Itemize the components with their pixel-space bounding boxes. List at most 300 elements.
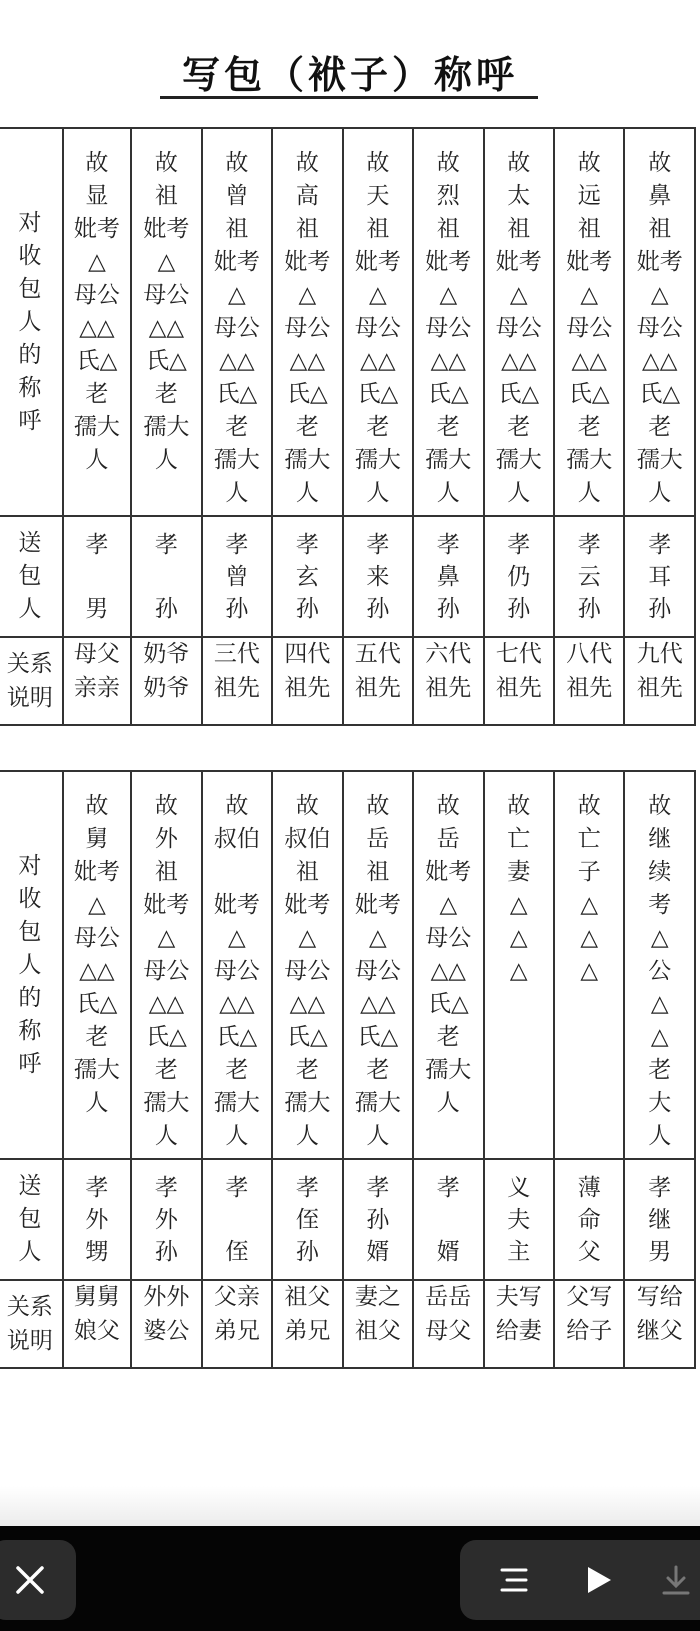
cell-line: 氏△ — [639, 381, 681, 407]
recipient-row — [0, 128, 695, 516]
cell-line: 母公 — [143, 282, 190, 308]
cell-line: 氏△ — [76, 348, 118, 374]
cell-line: 人 — [507, 480, 531, 506]
cell-line: 祖先 — [566, 675, 613, 701]
recipient-row — [0, 771, 695, 1159]
cell-line — [132, 561, 200, 593]
cell-line: 人 — [436, 480, 460, 506]
cell-line: 人 — [225, 480, 249, 506]
cell-line: △ — [298, 925, 317, 951]
cell-line: 人 — [225, 1123, 249, 1149]
cell-line: 孝 — [436, 532, 460, 558]
row-header — [0, 128, 63, 516]
cell-line: 老 — [436, 414, 460, 440]
cell-line: 氏△ — [287, 381, 328, 407]
cell-line: 母公 — [425, 925, 472, 951]
cell-line: 祖 — [507, 216, 531, 242]
relation-row — [0, 1280, 695, 1368]
cell-line: 子 — [577, 859, 601, 885]
cell-line: 故 — [154, 793, 178, 819]
cell-line: 孺大 — [566, 447, 613, 473]
cell-line: 主 — [507, 1239, 531, 1265]
cell-line: 继父 — [636, 1318, 683, 1344]
cell-recipient — [202, 128, 272, 516]
cell-line: 孺大 — [354, 1090, 401, 1116]
cell-line: 男 — [648, 1239, 672, 1265]
cell-line: 孝 — [366, 1175, 390, 1201]
cell-sender — [202, 516, 272, 637]
cell-line: 孺大 — [495, 447, 542, 473]
cell-line: 孙 — [507, 596, 531, 622]
cell-line: △△ — [430, 348, 466, 374]
cell-relation — [202, 1280, 272, 1368]
cell-line: 孙 — [295, 596, 319, 622]
cell-line — [203, 856, 271, 889]
cell-line: 娘父 — [73, 1318, 120, 1344]
cell-line: 故 — [648, 150, 672, 176]
cell-line: △ — [228, 925, 246, 951]
cell-line: 祖父 — [284, 1284, 331, 1310]
cell-line: 妣考 — [213, 892, 260, 918]
cell-line: 孝 — [436, 1175, 460, 1201]
cell-line: △ — [509, 925, 528, 951]
cell-line: △ — [509, 282, 528, 308]
cell-line: 老 — [154, 1057, 178, 1083]
cell-line: 母公 — [354, 958, 401, 984]
cell-line: △ — [157, 249, 176, 275]
row-header-label: 关系说明 — [6, 1294, 53, 1354]
cell-line: 人 — [366, 480, 390, 506]
cell-line: 亡 — [507, 826, 531, 852]
cell-line: 九代 — [636, 641, 683, 667]
cell-line: 祖先 — [213, 675, 260, 701]
cell-sender — [202, 1159, 272, 1280]
cell-line: 祖 — [154, 859, 178, 885]
cell-line: 远 — [577, 183, 601, 209]
viewer-toolbar — [0, 1526, 700, 1631]
cell-line: 叔伯 — [213, 826, 260, 852]
cell-line: 故 — [507, 793, 531, 819]
cell-line: 玄 — [295, 564, 319, 590]
close-icon — [14, 1564, 46, 1596]
cell-relation — [554, 637, 624, 725]
cell-line: 祖 — [154, 183, 178, 209]
cell-recipient — [343, 128, 413, 516]
cell-line: 继 — [648, 1207, 672, 1233]
cell-line: 甥 — [85, 1239, 109, 1265]
cell-line: 氏△ — [498, 381, 540, 407]
cell-line: 孝 — [648, 1175, 672, 1201]
cell-line: 给子 — [566, 1318, 613, 1344]
cell-line: 叔伯 — [284, 826, 331, 852]
cell-line: 外外 — [143, 1284, 190, 1310]
cell-line: 妣考 — [354, 249, 401, 275]
cell-line — [414, 1204, 482, 1236]
cell-recipient — [63, 128, 132, 516]
cell-line: △△ — [148, 991, 185, 1017]
row-header — [0, 1159, 63, 1280]
cell-line: △ — [157, 925, 176, 951]
cell-line: 外 — [85, 1207, 109, 1233]
cell-relation — [624, 637, 695, 725]
cell-line: 母公 — [566, 315, 613, 341]
cell-line: 老 — [366, 414, 390, 440]
cell-line: 孺大 — [636, 447, 683, 473]
cell-sender — [484, 516, 554, 637]
cell-line: 妣考 — [425, 859, 472, 885]
cell-line: 孝 — [225, 1175, 249, 1201]
cell-line: 老 — [648, 414, 672, 440]
cell-line: 烈 — [436, 183, 460, 209]
cell-relation — [131, 637, 201, 725]
cell-line: 妣考 — [284, 892, 331, 918]
cell-relation — [202, 637, 272, 725]
cell-relation — [272, 1280, 342, 1368]
cell-line: 仍 — [507, 564, 531, 590]
cell-recipient — [624, 128, 695, 516]
row-header-label: 对收包人的称呼 — [18, 852, 42, 1077]
cell-line: 老 — [225, 414, 249, 440]
cell-line: 孺大 — [425, 1057, 472, 1083]
cell-recipient — [63, 771, 132, 1159]
cell-line: 氏△ — [357, 1024, 399, 1050]
cell-line: 氏△ — [216, 381, 258, 407]
cell-recipient — [131, 128, 201, 516]
row-header-label: 关系说明 — [6, 651, 53, 711]
cell-sender — [554, 1159, 624, 1280]
cell-line — [64, 561, 131, 593]
cell-line: 妣考 — [636, 249, 683, 275]
cell-line: 老 — [295, 1057, 319, 1083]
cell-line: 岳岳 — [425, 1284, 472, 1310]
cell-line: △△ — [219, 348, 255, 374]
cell-line: 六代 — [425, 641, 472, 667]
cell-line: △△ — [360, 991, 396, 1017]
cell-line: 故 — [295, 150, 319, 176]
cell-recipient — [484, 771, 554, 1159]
cell-line: 写给 — [636, 1284, 683, 1310]
cell-line: 孺大 — [425, 447, 472, 473]
cell-line: 故 — [507, 150, 531, 176]
cell-relation — [63, 637, 132, 725]
cell-line: 老 — [225, 1057, 249, 1083]
cell-line: 人 — [436, 1090, 460, 1116]
cell-line: 妣考 — [213, 249, 260, 275]
cell-sender — [484, 1159, 554, 1280]
cell-line: 祖先 — [354, 675, 401, 701]
cell-recipient — [413, 771, 483, 1159]
cell-line: 来 — [366, 564, 390, 590]
row-header-label: 对收包人的称呼 — [18, 209, 42, 434]
cell-sender — [272, 516, 342, 637]
cell-line: 父写 — [566, 1284, 613, 1310]
image-bottom-edge — [0, 1486, 700, 1526]
sender-row — [0, 516, 695, 637]
cell-line: 祖 — [366, 859, 390, 885]
menu-icon[interactable] — [498, 1564, 530, 1596]
cell-line: 婿 — [366, 1239, 390, 1265]
cell-line: 五代 — [354, 641, 401, 667]
cell-line: △△ — [571, 348, 607, 374]
cell-sender — [413, 516, 483, 637]
cell-line: △ — [650, 1024, 669, 1050]
cell-line: 义 — [507, 1175, 531, 1201]
cell-line: 人 — [648, 1123, 672, 1149]
cell-line: 祖先 — [636, 675, 683, 701]
cell-line: 祖 — [295, 216, 319, 242]
cell-relation — [484, 637, 554, 725]
cell-line: 侄 — [225, 1239, 249, 1265]
cell-line: △ — [228, 282, 246, 308]
cell-line: 给妻 — [495, 1318, 542, 1344]
cell-line: △△ — [430, 958, 466, 984]
cell-line: 故 — [648, 793, 672, 819]
cell-line: △ — [509, 892, 528, 918]
cell-line: △△ — [219, 991, 255, 1017]
cell-line: 祖 — [295, 859, 319, 885]
cell-sender — [624, 1159, 695, 1280]
cell-recipient — [554, 771, 624, 1159]
cell-line: 故 — [85, 150, 109, 176]
relation-row — [0, 637, 695, 725]
cell-line: 孙 — [436, 596, 460, 622]
cell-line: 弟兄 — [284, 1318, 331, 1344]
cell-line: 故 — [154, 150, 178, 176]
cell-line: △ — [509, 958, 528, 984]
cell-line: 氏△ — [357, 381, 399, 407]
cell-line: 故 — [366, 150, 390, 176]
cell-line: 人 — [577, 480, 601, 506]
cell-recipient — [413, 128, 483, 516]
cell-line: △△ — [501, 348, 537, 374]
cell-line: △△ — [360, 348, 396, 374]
cell-line: 夫 — [507, 1207, 531, 1233]
cell-line: △ — [368, 282, 387, 308]
cell-recipient — [272, 771, 342, 1159]
row-header-label: 送包人 — [18, 1173, 42, 1265]
cell-line: 大 — [648, 1090, 672, 1116]
cell-line: 孝 — [154, 532, 178, 558]
cell-line: 故 — [577, 793, 601, 819]
cell-line: 孺大 — [284, 1090, 331, 1116]
cell-line: 侄 — [295, 1207, 319, 1233]
cell-line: 父 — [577, 1239, 601, 1265]
cell-line: 舅 — [85, 826, 109, 852]
cell-line: 云 — [577, 564, 601, 590]
cell-line: △△ — [148, 315, 185, 341]
cell-line: 氏△ — [427, 991, 469, 1017]
cell-line: 祖先 — [425, 675, 472, 701]
cell-line: 故 — [295, 793, 319, 819]
cell-relation — [624, 1280, 695, 1368]
cell-line: 氏△ — [216, 1024, 258, 1050]
play-icon[interactable] — [582, 1564, 614, 1596]
cell-recipient — [131, 771, 201, 1159]
cell-line: 考 — [648, 892, 672, 918]
cell-line: 氏△ — [568, 381, 610, 407]
cell-line: 孝 — [85, 532, 109, 558]
title-underline — [160, 96, 538, 99]
salutation-table-1 — [0, 127, 696, 726]
cell-line: 公 — [648, 958, 672, 984]
row-header — [0, 771, 63, 1159]
cell-line: 亡 — [577, 826, 601, 852]
salutation-table-2 — [0, 770, 696, 1369]
cell-line: 故 — [577, 150, 601, 176]
cell-line: 奶爷 — [143, 675, 190, 701]
cell-line: 妣考 — [495, 249, 542, 275]
cell-line: △△ — [79, 315, 115, 341]
cell-line: 孙 — [648, 596, 672, 622]
download-icon[interactable] — [660, 1564, 692, 1596]
cell-line: 母父 — [73, 641, 120, 667]
cell-sender — [63, 516, 132, 637]
cell-line: 孙 — [366, 596, 390, 622]
cell-line: 故 — [85, 793, 109, 819]
cell-line: 妻之 — [354, 1284, 401, 1310]
cell-line: 岳 — [436, 826, 460, 852]
cell-line: 祖 — [225, 216, 249, 242]
cell-line: 男 — [85, 596, 109, 622]
cell-line: 老 — [436, 1024, 460, 1050]
cell-line: 人 — [295, 1123, 319, 1149]
cell-line: △ — [88, 892, 106, 918]
cell-line: 氏△ — [287, 1024, 328, 1050]
cell-line: △△ — [289, 348, 326, 374]
cell-line: 祖先 — [284, 675, 331, 701]
cell-line: 孙 — [225, 596, 249, 622]
cell-line: 孝 — [648, 532, 672, 558]
cell-line: △ — [580, 925, 599, 951]
cell-line: △ — [650, 282, 669, 308]
cell-line: 孝 — [225, 532, 249, 558]
cell-line: 四代 — [284, 641, 331, 667]
cell-recipient — [484, 128, 554, 516]
cell-line: 祖先 — [495, 675, 542, 701]
cell-sender — [131, 1159, 201, 1280]
cell-line: 氏△ — [427, 381, 469, 407]
cell-sender — [554, 516, 624, 637]
cell-line: 孝 — [154, 1175, 178, 1201]
cell-line: 弟兄 — [213, 1318, 260, 1344]
cell-line: 曾 — [225, 183, 249, 209]
cell-line: 人 — [154, 447, 178, 473]
cell-line: 人 — [85, 447, 109, 473]
cell-line: △ — [439, 282, 458, 308]
cell-line: 孙 — [295, 1239, 319, 1265]
cell-line: 孺大 — [73, 414, 120, 440]
cell-line: 妣考 — [73, 859, 120, 885]
cell-line: 老 — [85, 381, 109, 407]
cell-line: 母公 — [73, 282, 120, 308]
cell-line: 祖 — [577, 216, 601, 242]
sender-row — [0, 1159, 695, 1280]
cell-line: △△ — [642, 348, 678, 374]
cell-relation — [272, 637, 342, 725]
row-header-label: 送包人 — [18, 530, 42, 622]
cell-line: 人 — [295, 480, 319, 506]
cell-line: 老 — [85, 1024, 109, 1050]
cell-line: 故 — [436, 150, 460, 176]
cell-line: 孺大 — [354, 447, 401, 473]
cell-line: 孺大 — [284, 447, 331, 473]
cell-relation — [413, 637, 483, 725]
cell-line: △ — [88, 249, 106, 275]
cell-line: 婆公 — [143, 1318, 190, 1344]
cell-line: 氏△ — [146, 1024, 187, 1050]
cell-line: 续 — [648, 859, 672, 885]
cell-line: 母公 — [284, 315, 331, 341]
cell-line: 薄 — [577, 1175, 601, 1201]
cell-line: 祖 — [436, 216, 460, 242]
cell-line: 外 — [154, 1207, 178, 1233]
cell-relation — [554, 1280, 624, 1368]
cell-line: 故 — [436, 793, 460, 819]
cell-line: 孝 — [577, 532, 601, 558]
cell-line: 母公 — [354, 315, 401, 341]
cell-line: 妣考 — [425, 249, 472, 275]
cell-sender — [63, 1159, 132, 1280]
cell-recipient — [202, 771, 272, 1159]
cell-line: 舅舅 — [73, 1284, 120, 1310]
cell-sender — [272, 1159, 342, 1280]
cell-line: 孙 — [154, 1239, 178, 1265]
cell-line: 曾 — [225, 564, 249, 590]
cell-line: 继 — [648, 826, 672, 852]
cell-recipient — [554, 128, 624, 516]
cell-line: 人 — [85, 1090, 109, 1116]
row-header — [0, 516, 63, 637]
cell-line: 岳 — [366, 826, 390, 852]
cell-line: △ — [580, 958, 599, 984]
cell-line: 孺大 — [143, 1090, 190, 1116]
cell-line: △ — [650, 925, 669, 951]
cell-line: 母公 — [213, 958, 260, 984]
viewer-controls — [460, 1540, 700, 1620]
cell-line: 老 — [507, 414, 531, 440]
cell-line: 人 — [648, 480, 672, 506]
cell-line: 孝 — [366, 532, 390, 558]
cell-line: 妣考 — [73, 216, 120, 242]
cell-line: 母公 — [213, 315, 260, 341]
cell-line: 夫写 — [495, 1284, 542, 1310]
cell-line: 妣考 — [284, 249, 331, 275]
cell-relation — [484, 1280, 554, 1368]
cell-line: 父亲 — [213, 1284, 260, 1310]
cell-relation — [413, 1280, 483, 1368]
cell-line: 命 — [577, 1207, 601, 1233]
cell-line: 氏△ — [146, 348, 187, 374]
cell-line: 八代 — [566, 641, 613, 667]
cell-line: 老 — [366, 1057, 390, 1083]
cell-line: △ — [439, 892, 458, 918]
cell-line: 三代 — [213, 641, 260, 667]
cell-recipient — [272, 128, 342, 516]
cell-line: 耳 — [648, 564, 672, 590]
cell-line: 祖 — [366, 216, 390, 242]
cell-line: 孝 — [85, 1175, 109, 1201]
cell-line: △△ — [289, 991, 326, 1017]
cell-line: 老 — [154, 381, 178, 407]
cell-line: 妣考 — [566, 249, 613, 275]
cell-line: 鼻 — [436, 564, 460, 590]
cell-line: 婿 — [436, 1239, 460, 1265]
cell-line: 孺大 — [213, 447, 260, 473]
close-button[interactable] — [0, 1540, 76, 1620]
cell-line: 老 — [577, 414, 601, 440]
cell-sender — [413, 1159, 483, 1280]
cell-line: △ — [368, 925, 387, 951]
